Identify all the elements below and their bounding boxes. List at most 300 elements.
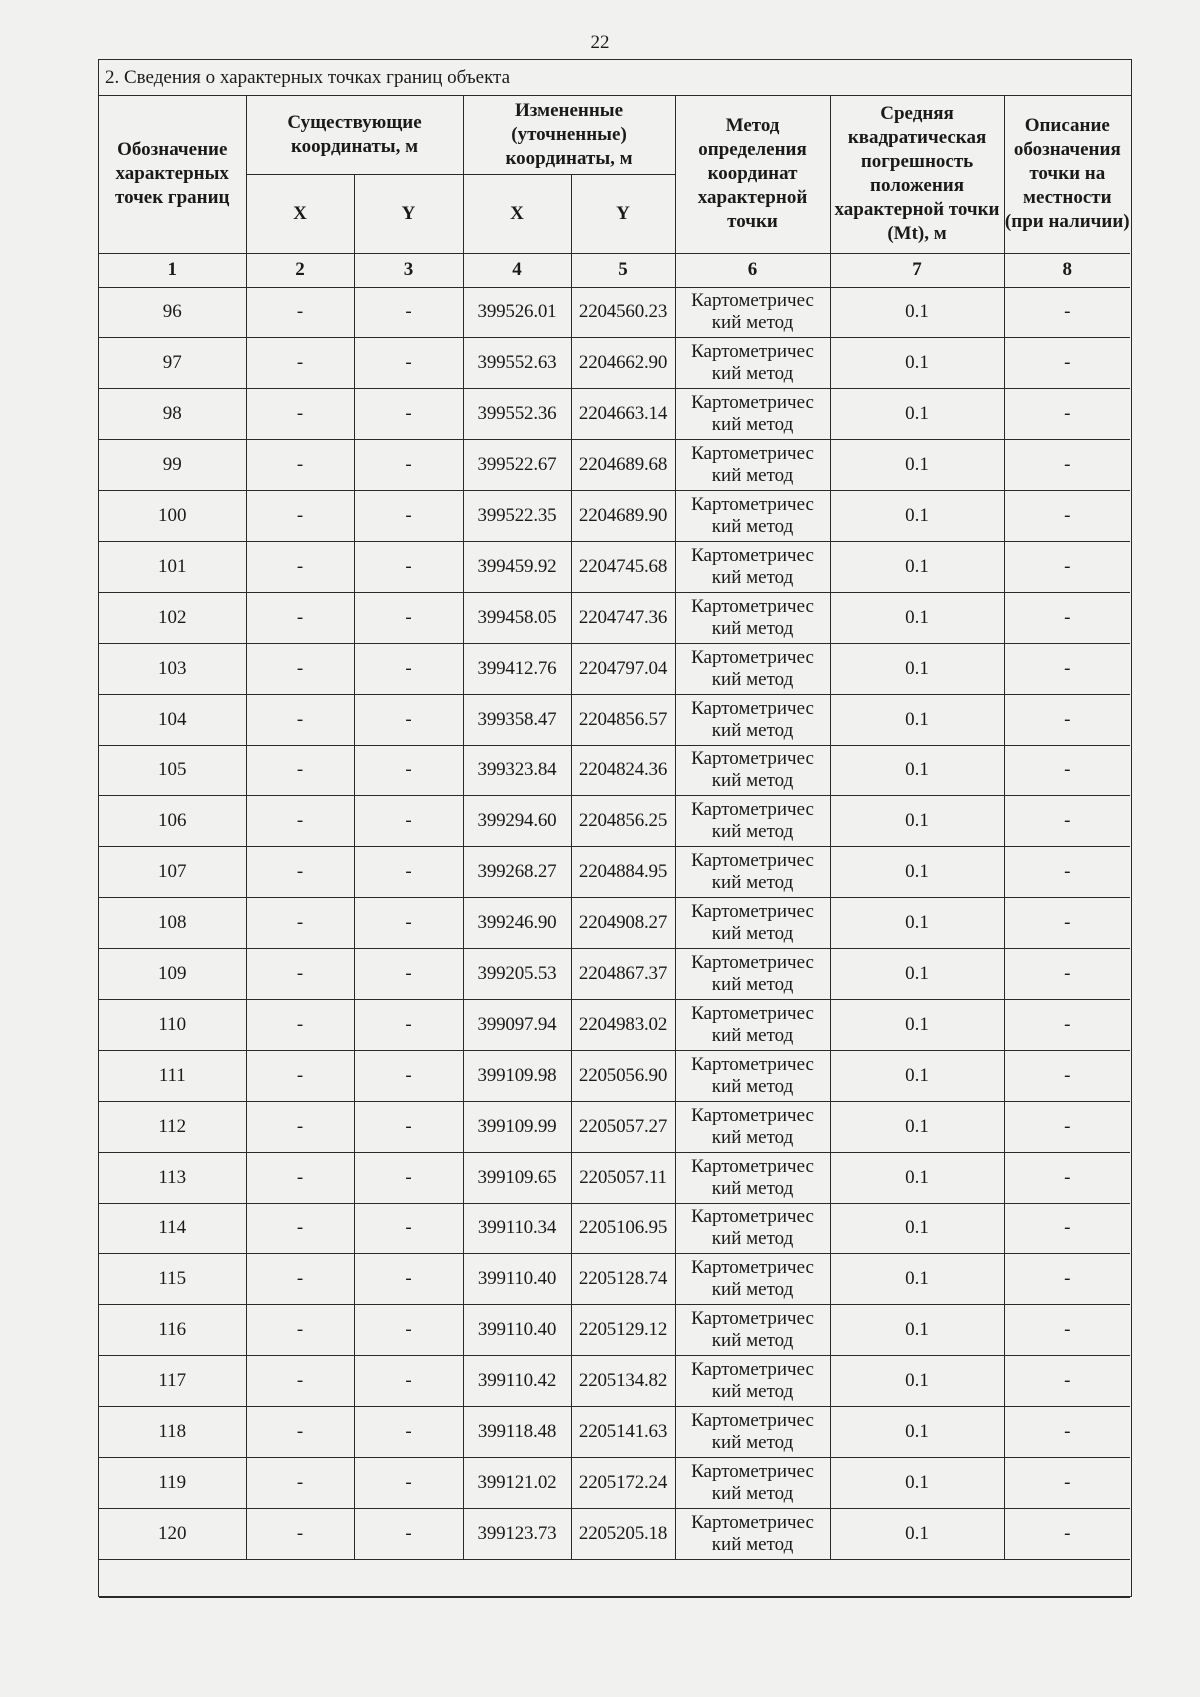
changed-y-cell: 2204867.37 [571, 949, 675, 1000]
existing-x-cell: - [246, 847, 354, 898]
table-row [99, 1152, 1130, 1203]
mean-error-cell: 0.1 [830, 592, 1004, 643]
existing-x-cell: - [246, 745, 354, 796]
changed-x-cell: 399246.90 [463, 898, 571, 949]
description-cell: - [1004, 1203, 1130, 1254]
column-number: 4 [463, 253, 571, 287]
existing-y-cell: - [354, 592, 463, 643]
changed-y-cell: 2205056.90 [571, 1050, 675, 1101]
column-number: 1 [99, 253, 246, 287]
changed-y-cell: 2204745.68 [571, 541, 675, 592]
changed-x-cell: 399459.92 [463, 541, 571, 592]
point-id-cell: 106 [99, 796, 246, 847]
table-row [99, 1101, 1130, 1152]
existing-y-cell: - [354, 1152, 463, 1203]
changed-x-cell: 399294.60 [463, 796, 571, 847]
description-cell: - [1004, 287, 1130, 338]
changed-x-cell: 399110.34 [463, 1203, 571, 1254]
method-text: кий метод [711, 1381, 794, 1403]
description-cell: - [1004, 389, 1130, 440]
method-cell [675, 1356, 830, 1407]
mean-error-cell: 0.1 [830, 1305, 1004, 1356]
method-cell [675, 999, 830, 1050]
method-text: кий метод [711, 1482, 794, 1504]
description-cell: - [1004, 796, 1130, 847]
point-id-cell: 103 [99, 643, 246, 694]
mean-error-cell: 0.1 [830, 541, 1004, 592]
changed-y-cell: 2204983.02 [571, 999, 675, 1050]
point-id-cell: 97 [99, 338, 246, 389]
existing-x-cell: - [246, 1254, 354, 1305]
method-text: Картометричес [691, 1206, 814, 1228]
table-row [99, 440, 1130, 491]
existing-y-cell: - [354, 1457, 463, 1508]
page-number: 22 [590, 32, 610, 53]
point-id-cell: 109 [99, 949, 246, 1000]
existing-y-cell: - [354, 1050, 463, 1101]
method-text: кий метод [711, 363, 794, 385]
existing-y-cell: - [354, 1407, 463, 1458]
existing-y-cell: - [354, 1101, 463, 1152]
method-text: кий метод [711, 1075, 794, 1097]
mean-error-cell: 0.1 [830, 949, 1004, 1000]
mean-error-cell: 0.1 [830, 694, 1004, 745]
method-text: кий метод [711, 1024, 794, 1046]
changed-y-cell: 2205057.27 [571, 1101, 675, 1152]
method-text: Картометричес [691, 901, 814, 923]
header-mean-error: Средняя квадратическая погрешность положения характерной точки (Mt), м [830, 96, 1004, 253]
changed-x-cell: 399552.63 [463, 338, 571, 389]
column-number: 5 [571, 253, 675, 287]
description-cell: - [1004, 1101, 1130, 1152]
table-row [99, 1457, 1130, 1508]
method-cell [675, 440, 830, 491]
changed-x-cell: 399458.05 [463, 592, 571, 643]
existing-x-cell: - [246, 694, 354, 745]
changed-x-cell: 399526.01 [463, 287, 571, 338]
table-row [99, 847, 1130, 898]
mean-error-cell: 0.1 [830, 389, 1004, 440]
changed-x-cell: 399205.53 [463, 949, 571, 1000]
description-cell: - [1004, 949, 1130, 1000]
description-cell: - [1004, 541, 1130, 592]
method-text: Картометричес [691, 1410, 814, 1432]
method-cell [675, 541, 830, 592]
description-cell: - [1004, 847, 1130, 898]
changed-x-cell: 399358.47 [463, 694, 571, 745]
table-row [99, 287, 1130, 338]
existing-x-cell: - [246, 541, 354, 592]
method-cell [675, 1305, 830, 1356]
existing-y-cell: - [354, 541, 463, 592]
changed-x-cell: 399109.99 [463, 1101, 571, 1152]
existing-y-cell: - [354, 796, 463, 847]
description-cell: - [1004, 694, 1130, 745]
method-text: кий метод [711, 516, 794, 537]
existing-x-cell: - [246, 389, 354, 440]
existing-x-cell: - [246, 1152, 354, 1203]
existing-x-cell: - [246, 338, 354, 389]
description-cell: - [1004, 745, 1130, 796]
mean-error-cell: 0.1 [830, 999, 1004, 1050]
existing-y-cell: - [354, 999, 463, 1050]
changed-y-cell: 2204663.14 [571, 389, 675, 440]
table-row [99, 1254, 1130, 1305]
changed-y-cell: 2205106.95 [571, 1203, 675, 1254]
method-text: Картометричес [691, 1053, 814, 1075]
description-cell: - [1004, 592, 1130, 643]
existing-y-cell: - [354, 1356, 463, 1407]
header-description: Описание обозначения точки на местности (при наличии) [1004, 96, 1130, 253]
method-cell [675, 1508, 830, 1559]
existing-x-cell: - [246, 1508, 354, 1559]
existing-y-cell: - [354, 1254, 463, 1305]
mean-error-cell: 0.1 [830, 338, 1004, 389]
method-cell [675, 1152, 830, 1203]
description-cell: - [1004, 1152, 1130, 1203]
mean-error-cell: 0.1 [830, 1203, 1004, 1254]
mean-error-cell: 0.1 [830, 643, 1004, 694]
method-cell [675, 389, 830, 440]
existing-x-cell: - [246, 592, 354, 643]
changed-x-cell: 399522.35 [463, 491, 571, 542]
table-row [99, 592, 1130, 643]
blank-cell [99, 1559, 1130, 1597]
point-id-cell: 105 [99, 745, 246, 796]
method-text: кий метод [711, 1228, 794, 1250]
method-text: Картометричес [691, 952, 814, 974]
mean-error-cell: 0.1 [830, 1407, 1004, 1458]
table-row [99, 745, 1130, 796]
existing-y-cell: - [354, 1203, 463, 1254]
mean-error-cell: 0.1 [830, 847, 1004, 898]
mean-error-cell: 0.1 [830, 1050, 1004, 1101]
point-id-cell: 111 [99, 1050, 246, 1101]
method-text: кий метод [711, 668, 794, 690]
existing-y-cell: - [354, 643, 463, 694]
method-text: кий метод [711, 1279, 794, 1301]
point-id-cell: 102 [99, 592, 246, 643]
boundary-points-table [99, 96, 1130, 1598]
existing-y-cell: - [354, 287, 463, 338]
column-number: 8 [1004, 253, 1130, 287]
existing-y-cell: - [354, 338, 463, 389]
existing-x-cell: - [246, 1356, 354, 1407]
method-cell [675, 592, 830, 643]
existing-y-cell: - [354, 1508, 463, 1559]
mean-error-cell: 0.1 [830, 440, 1004, 491]
existing-x-cell: - [246, 440, 354, 491]
description-cell: - [1004, 1050, 1130, 1101]
table-row [99, 1203, 1130, 1254]
mean-error-cell: 0.1 [830, 745, 1004, 796]
header-changed-y: Y [571, 174, 675, 253]
method-text: Картометричес [691, 697, 814, 719]
header-existing-coords: Существующие координаты, м [246, 96, 463, 174]
changed-y-cell: 2205129.12 [571, 1305, 675, 1356]
existing-x-cell: - [246, 999, 354, 1050]
changed-x-cell: 399110.40 [463, 1305, 571, 1356]
changed-x-cell: 399268.27 [463, 847, 571, 898]
description-cell: - [1004, 1254, 1130, 1305]
mean-error-cell: 0.1 [830, 1152, 1004, 1203]
method-text: кий метод [711, 465, 794, 487]
point-id-cell: 110 [99, 999, 246, 1050]
method-cell [675, 1101, 830, 1152]
method-text: кий метод [711, 872, 794, 894]
changed-y-cell: 2205057.11 [571, 1152, 675, 1203]
mean-error-cell: 0.1 [830, 1457, 1004, 1508]
mean-error-cell: 0.1 [830, 491, 1004, 542]
existing-y-cell: - [354, 898, 463, 949]
method-text: кий метод [711, 617, 794, 639]
changed-y-cell: 2204884.95 [571, 847, 675, 898]
method-text: Картометричес [691, 1511, 814, 1533]
existing-y-cell: - [354, 491, 463, 542]
changed-y-cell: 2205141.63 [571, 1407, 675, 1458]
description-cell: - [1004, 1356, 1130, 1407]
description-cell: - [1004, 1407, 1130, 1458]
mean-error-cell: 0.1 [830, 1101, 1004, 1152]
changed-y-cell: 2204908.27 [571, 898, 675, 949]
table-row [99, 949, 1130, 1000]
changed-x-cell: 399121.02 [463, 1457, 571, 1508]
method-cell [675, 643, 830, 694]
table-row [99, 999, 1130, 1050]
point-id-cell: 118 [99, 1407, 246, 1458]
existing-x-cell: - [246, 949, 354, 1000]
description-cell: - [1004, 999, 1130, 1050]
existing-y-cell: - [354, 389, 463, 440]
header-changed-coords: Измененные (уточненные) координаты, м [463, 96, 675, 174]
changed-y-cell: 2204689.68 [571, 440, 675, 491]
point-id-cell: 114 [99, 1203, 246, 1254]
changed-y-cell: 2204560.23 [571, 287, 675, 338]
method-text: кий метод [711, 1432, 794, 1454]
point-id-cell: 96 [99, 287, 246, 338]
method-cell [675, 1254, 830, 1305]
table-row [99, 338, 1130, 389]
document-frame [98, 59, 1132, 1597]
method-text: Картометричес [691, 341, 814, 363]
description-cell: - [1004, 643, 1130, 694]
method-text: Картометричес [691, 290, 814, 312]
column-number: 2 [246, 253, 354, 287]
table-row [99, 491, 1130, 542]
method-text: Картометричес [691, 1155, 814, 1177]
point-id-cell: 99 [99, 440, 246, 491]
existing-x-cell: - [246, 643, 354, 694]
method-text: Картометричес [691, 443, 814, 465]
point-id-cell: 117 [99, 1356, 246, 1407]
point-id-cell: 108 [99, 898, 246, 949]
existing-x-cell: - [246, 1050, 354, 1101]
existing-x-cell: - [246, 1305, 354, 1356]
table-row [99, 1050, 1130, 1101]
existing-y-cell: - [354, 694, 463, 745]
point-id-cell: 116 [99, 1305, 246, 1356]
point-id-cell: 100 [99, 491, 246, 542]
table-row [99, 1305, 1130, 1356]
description-cell: - [1004, 440, 1130, 491]
point-id-cell: 120 [99, 1508, 246, 1559]
method-cell [675, 1407, 830, 1458]
method-text: Картометричес [691, 494, 814, 515]
method-text: Картометричес [691, 1257, 814, 1279]
mean-error-cell: 0.1 [830, 287, 1004, 338]
method-text: Картометричес [691, 544, 814, 566]
table-row [99, 643, 1130, 694]
method-text: кий метод [711, 566, 794, 588]
method-cell [675, 1203, 830, 1254]
changed-y-cell: 2204824.36 [571, 745, 675, 796]
changed-x-cell: 399110.40 [463, 1254, 571, 1305]
method-text: кий метод [711, 312, 794, 334]
changed-x-cell: 399123.73 [463, 1508, 571, 1559]
table-body [99, 287, 1130, 1597]
point-id-cell: 107 [99, 847, 246, 898]
description-cell: - [1004, 491, 1130, 542]
changed-x-cell: 399323.84 [463, 745, 571, 796]
mean-error-cell: 0.1 [830, 1254, 1004, 1305]
changed-x-cell: 399412.76 [463, 643, 571, 694]
description-cell: - [1004, 1305, 1130, 1356]
changed-x-cell: 399552.36 [463, 389, 571, 440]
method-text: Картометричес [691, 595, 814, 617]
existing-x-cell: - [246, 1101, 354, 1152]
description-cell: - [1004, 1508, 1130, 1559]
table-row [99, 898, 1130, 949]
existing-y-cell: - [354, 440, 463, 491]
changed-y-cell: 2205128.74 [571, 1254, 675, 1305]
changed-x-cell: 399522.67 [463, 440, 571, 491]
point-id-cell: 101 [99, 541, 246, 592]
point-id-cell: 113 [99, 1152, 246, 1203]
method-cell [675, 338, 830, 389]
changed-y-cell: 2204797.04 [571, 643, 675, 694]
mean-error-cell: 0.1 [830, 898, 1004, 949]
method-text: Картометричес [691, 646, 814, 668]
changed-y-cell: 2204747.36 [571, 592, 675, 643]
changed-x-cell: 399110.42 [463, 1356, 571, 1407]
method-text: Картометричес [691, 850, 814, 872]
point-id-cell: 115 [99, 1254, 246, 1305]
changed-y-cell: 2204856.25 [571, 796, 675, 847]
table-row [99, 1407, 1130, 1458]
header-changed-x: X [463, 174, 571, 253]
mean-error-cell: 0.1 [830, 1508, 1004, 1559]
table-row [99, 1356, 1130, 1407]
description-cell: - [1004, 338, 1130, 389]
method-text: кий метод [711, 719, 794, 741]
method-cell [675, 694, 830, 745]
changed-y-cell: 2204856.57 [571, 694, 675, 745]
method-cell [675, 847, 830, 898]
table-row [99, 389, 1130, 440]
existing-x-cell: - [246, 796, 354, 847]
method-text: кий метод [711, 1533, 794, 1555]
existing-y-cell: - [354, 1305, 463, 1356]
method-cell [675, 745, 830, 796]
column-number: 6 [675, 253, 830, 287]
existing-y-cell: - [354, 847, 463, 898]
changed-y-cell: 2205172.24 [571, 1457, 675, 1508]
method-text: Картометричес [691, 392, 814, 414]
method-text: Картометричес [691, 748, 814, 770]
blank-row [99, 1559, 1130, 1597]
mean-error-cell: 0.1 [830, 1356, 1004, 1407]
changed-x-cell: 399097.94 [463, 999, 571, 1050]
method-cell [675, 898, 830, 949]
existing-y-cell: - [354, 949, 463, 1000]
method-cell [675, 1457, 830, 1508]
point-id-cell: 98 [99, 389, 246, 440]
method-text: Картометричес [691, 1460, 814, 1482]
method-text: кий метод [711, 974, 794, 996]
method-cell [675, 796, 830, 847]
method-text: Картометричес [691, 1359, 814, 1381]
method-text: кий метод [711, 1330, 794, 1352]
header-existing-x: X [246, 174, 354, 253]
header-existing-y: Y [354, 174, 463, 253]
changed-x-cell: 399109.98 [463, 1050, 571, 1101]
existing-x-cell: - [246, 1407, 354, 1458]
existing-x-cell: - [246, 1203, 354, 1254]
method-text: кий метод [711, 1177, 794, 1199]
table-row [99, 1508, 1130, 1559]
method-text: Картометричес [691, 1308, 814, 1330]
point-id-cell: 104 [99, 694, 246, 745]
changed-y-cell: 2205205.18 [571, 1508, 675, 1559]
section-title: 2. Сведения о характерных точках границ объекта [99, 60, 1131, 96]
method-text: Картометричес [691, 799, 814, 821]
method-text: кий метод [711, 821, 794, 843]
method-cell [675, 491, 830, 542]
mean-error-cell: 0.1 [830, 796, 1004, 847]
existing-x-cell: - [246, 287, 354, 338]
table-row [99, 541, 1130, 592]
method-text: кий метод [711, 1126, 794, 1148]
changed-x-cell: 399118.48 [463, 1407, 571, 1458]
point-id-cell: 119 [99, 1457, 246, 1508]
header-designation: Обозначение характерных точек границ [99, 96, 246, 253]
column-number: 3 [354, 253, 463, 287]
changed-y-cell: 2204662.90 [571, 338, 675, 389]
method-text: Картометричес [691, 1002, 814, 1024]
method-cell [675, 287, 830, 338]
changed-x-cell: 399109.65 [463, 1152, 571, 1203]
existing-y-cell: - [354, 745, 463, 796]
method-text: Картометричес [691, 1104, 814, 1126]
description-cell: - [1004, 1457, 1130, 1508]
method-text: кий метод [711, 923, 794, 945]
existing-x-cell: - [246, 491, 354, 542]
changed-y-cell: 2205134.82 [571, 1356, 675, 1407]
table-row [99, 694, 1130, 745]
point-id-cell: 112 [99, 1101, 246, 1152]
column-number: 7 [830, 253, 1004, 287]
existing-x-cell: - [246, 898, 354, 949]
method-cell [675, 949, 830, 1000]
description-cell: - [1004, 898, 1130, 949]
header-method: Метод определения координат характерной точки [675, 96, 830, 253]
changed-y-cell: 2204689.90 [571, 491, 675, 542]
method-text: кий метод [711, 770, 794, 792]
method-text: кий метод [711, 414, 794, 436]
existing-x-cell: - [246, 1457, 354, 1508]
table-row [99, 796, 1130, 847]
method-cell [675, 1050, 830, 1101]
